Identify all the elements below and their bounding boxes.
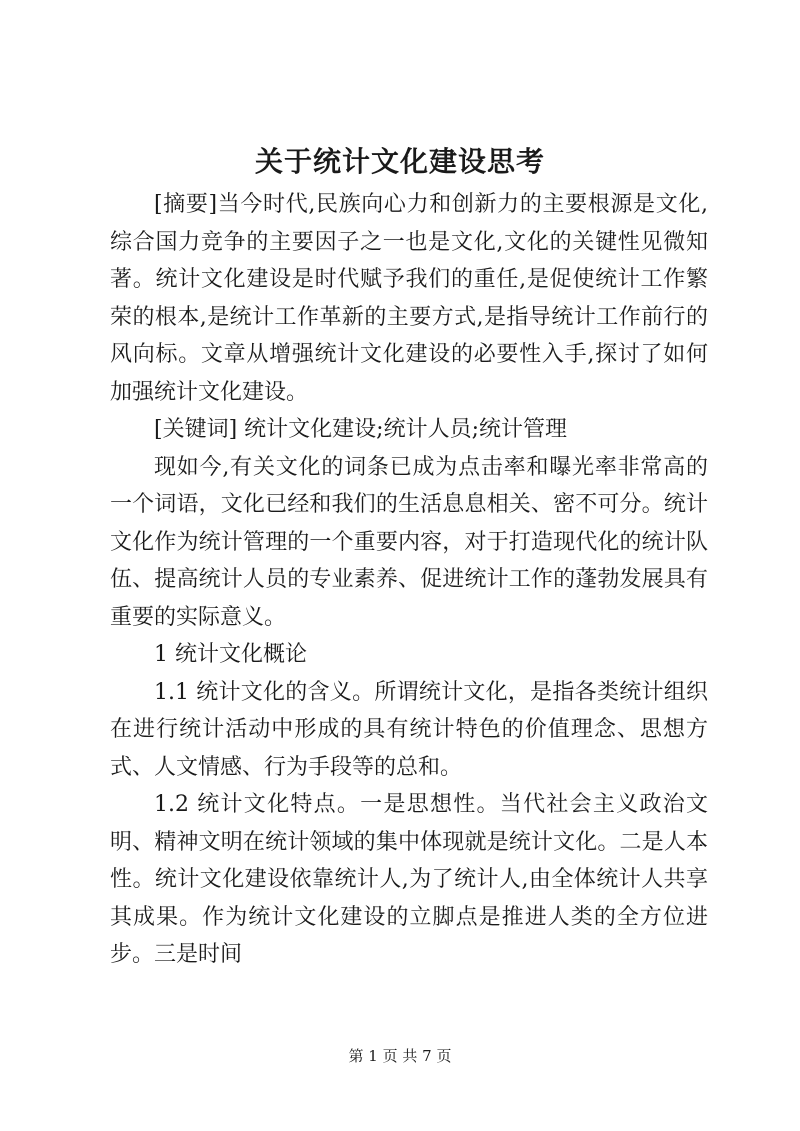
document-body	[110, 186, 708, 974]
intro-paragraph: 现如今,有关文化的词条已成为点击率和曝光率非常高的一个词语，文化已经和我们的生活息息相关、密不可分。统计文化作为统计管理的一个重要内容，对于打造现代化的统计队伍、提高统计人员的专业素养、促进统计工作的蓬勃发展具有重要的实际意义。	[110, 454, 708, 630]
abstract-paragraph: [摘要]当今时代,民族向心力和创新力的主要根源是文化,综合国力竞争的主要因子之一也是文化,文化的关键性见微知著。统计文化建设是时代赋予我们的重任,是促使统计工作繁荣的根本,是统计工作革新的主要方式,是指导统计工作前行的风向标。文章从增强统计文化建设的必要性入手,探讨了如何加强统计文化建设。	[110, 192, 708, 405]
page-footer: 第 1 页 共 7 页	[348, 1047, 452, 1065]
section-1-1-paragraph: 1.1 统计文化的含义。所谓统计文化，是指各类统计组织在进行统计活动中形成的具有统计特色的价值理念、思想方式、人文情感、行为手段等的总和。	[110, 679, 708, 780]
document-title: 关于统计文化建设思考	[254, 145, 545, 178]
keywords-paragraph: [关键词] 统计文化建设;统计人员;统计管理	[154, 417, 567, 442]
section-heading: 1 统计文化概论	[154, 642, 307, 667]
section-1-2-paragraph: 1.2 统计文化特点。一是思想性。当代社会主义政治文明、精神文明在统计领域的集中体现就是统计文化。二是人本性。统计文化建设依靠统计人,为了统计人,由全体统计人共享其成果。作为统计文化建设的立脚点是推进人类的全方位进步。三是时间	[110, 792, 708, 967]
